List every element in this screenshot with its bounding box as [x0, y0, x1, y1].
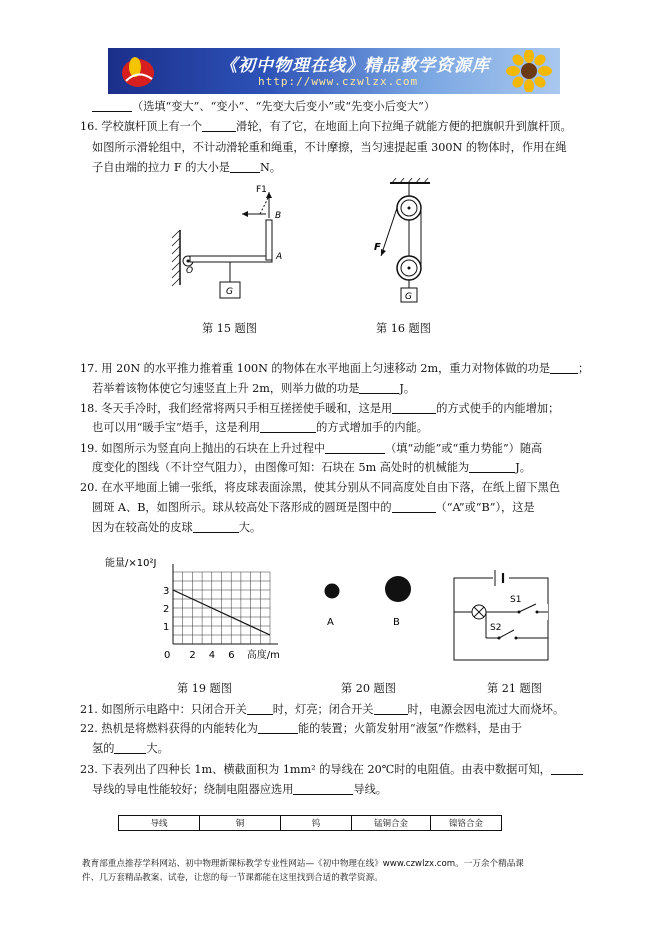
q16-text-1a: 16. 学校旗杆顶上有一个 — [80, 120, 203, 133]
label-b: B — [275, 211, 282, 221]
fig19-caption: 第 19 题图 — [177, 682, 232, 695]
q17-line2 — [92, 381, 415, 397]
q16-text-1b: 滑轮，有了它，在地面上向下拉绳子就能方便的把旗帜升到旗杆顶。 — [236, 120, 572, 133]
q20-text-2b: （“A”或“B”），这是 — [435, 501, 535, 514]
answer-blank[interactable] — [260, 420, 316, 433]
x-tick-label: 2 — [189, 650, 196, 661]
q17-line1 — [80, 361, 589, 377]
answer-blank[interactable] — [114, 741, 146, 754]
chart-ylabel: 能量/×10²J — [105, 558, 157, 569]
answer-blank[interactable] — [551, 762, 583, 775]
banner-title: 《初中物理在线》精品教学资源库 — [220, 56, 490, 76]
fig16-caption: 第 16 题图 — [376, 322, 431, 335]
q16-line3 — [92, 160, 281, 176]
label-g: G — [226, 287, 233, 297]
figure-16-pulley — [365, 178, 445, 306]
q22-text-1a: 22. 热机是将燃料获得的内能转化为 — [80, 722, 258, 735]
q17-text-1b: ； — [578, 362, 590, 375]
q18-text-1b: 的方式使手的内能增加； — [436, 402, 560, 415]
q19-text-1a: 19. 如图所示为竖直向上抛出的石块在上升过程中 — [80, 442, 326, 455]
q20-text-3b: 大。 — [238, 521, 262, 534]
chart-grid — [173, 572, 270, 644]
q16-line2: 如图所示滑轮组中，不计动滑轮重和绳重，不计摩擦，当匀速提起重 300N 的物体时，作用在绳 — [92, 141, 567, 154]
q22-line1 — [80, 721, 522, 737]
label-s2: S2 — [490, 623, 502, 633]
q18-text-2a: 也可以用“暖手宝”焐手，这是利用 — [92, 421, 261, 434]
q17-text-2a: 若举着该物体使它匀速竖直上升 2m，则举力做的功是 — [92, 382, 360, 395]
label-f1: F1 — [256, 185, 267, 195]
q23-text-2b: 导线。 — [353, 783, 387, 796]
q23-line2 — [92, 782, 387, 798]
spot-a — [325, 584, 340, 599]
footer-line1: 教育部重点推荐学科网站、初中物理新课标教学专业性网站—《初中物理在线》www.czwlzx.com。一万余个精品课 — [82, 859, 524, 869]
figure-21-circuit — [448, 560, 558, 670]
q18-line2 — [92, 420, 428, 436]
q21-text-a: 21. 如图所示电路中：只闭合开关 — [80, 703, 247, 716]
spot-b — [385, 576, 411, 602]
footer-line2: 件、几万套精品教案、试卷，让您的每一节课都能在这里找到合适的教学资源。 — [82, 873, 383, 883]
q20-text-3a: 因为在较高处的皮球 — [92, 521, 193, 534]
q19-text-2b: J。 — [515, 461, 531, 474]
q18-line1 — [80, 401, 559, 417]
q20-line1: 20. 在水平地面上铺一张纸，将皮球表面涂黑，使其分别从不同高度处自由下落，在纸上留下黑色 — [80, 481, 561, 494]
y-tick-label: 1 — [163, 622, 170, 633]
label-a: A — [276, 252, 283, 262]
answer-blank[interactable] — [92, 99, 132, 112]
table-header-cell: 钨 — [281, 816, 352, 831]
table-row — [119, 816, 502, 831]
chart-xlabel: 高度/m — [246, 650, 280, 661]
q20-line3 — [92, 520, 261, 536]
label-b: B — [393, 617, 400, 628]
answer-blank[interactable] — [392, 401, 436, 414]
q21-line — [80, 702, 564, 718]
y-tick-label: 3 — [163, 586, 170, 597]
q22-line2 — [92, 741, 169, 757]
figure-15-lever — [170, 180, 300, 305]
q16-line1 — [80, 119, 572, 135]
label-a: A — [327, 617, 334, 628]
sunflower-icon — [506, 50, 552, 92]
q19-text-1b: （填“动能”或“重力势能”）随高 — [385, 442, 543, 455]
banner-url: http://www.czwlzx.com — [258, 75, 419, 88]
answer-blank[interactable] — [550, 361, 578, 374]
q16-text-3a: 子自由端的拉力 F 的大小是 — [92, 161, 230, 174]
chart-ticks — [163, 586, 235, 661]
answer-blank[interactable] — [230, 160, 260, 173]
table-header-cell: 铜 — [200, 816, 281, 831]
site-banner — [108, 48, 560, 94]
table-header-cell: 镍铬合金 — [431, 816, 502, 831]
label-o: O — [186, 266, 194, 276]
q15-tail — [92, 99, 435, 115]
answer-blank[interactable] — [359, 381, 399, 394]
q18-text-2b: 的方式增加手的内能。 — [316, 421, 428, 434]
answer-blank[interactable] — [374, 702, 408, 715]
q22-text-1b: 能的装置；火箭发射用“液氢”作燃料，是由于 — [297, 722, 522, 735]
q20-line2 — [92, 500, 535, 516]
q22-text-2a: 氢的 — [92, 742, 115, 755]
x-tick-label: 4 — [208, 650, 216, 661]
q15-tail-text: （选填“变大”、“变小”、“先变大后变小”或“先变小后变大”） — [132, 100, 436, 113]
answer-blank[interactable] — [193, 520, 239, 533]
q23-text-2a: 导线的导电性能较好；绕制电阻器应选用 — [92, 783, 294, 796]
q21-text-c: 时，电源会因电流过大而烧坏。 — [407, 703, 565, 716]
label-g: G — [405, 292, 412, 302]
x-tick-label: 6 — [228, 650, 235, 661]
table-header-cell: 锰铜合金 — [352, 816, 431, 831]
q18-text-1a: 18. 冬天手冷时，我们经常将两只手相互搓搓使手暖和，这是用 — [80, 402, 393, 415]
answer-blank[interactable] — [202, 119, 236, 132]
q16-text-3b: N。 — [259, 161, 281, 174]
q21-text-b: 时，灯亮；闭合开关 — [272, 703, 374, 716]
q20-text-2a: 圆斑 A、B，如图所示。球从较高处下落形成的圆斑是图中的 — [92, 501, 392, 514]
fig15-caption: 第 15 题图 — [202, 322, 257, 335]
fig21-caption: 第 21 题图 — [487, 682, 542, 695]
table-header-cell: 导线 — [119, 816, 200, 831]
answer-blank[interactable] — [293, 782, 353, 795]
x-tick-label: 0 — [164, 650, 171, 661]
q22-text-2b: 大。 — [146, 742, 169, 755]
figure-19-chart — [100, 552, 300, 664]
answer-blank[interactable] — [469, 460, 515, 473]
q17-text-2b: J。 — [399, 382, 416, 395]
site-logo-icon — [118, 51, 158, 91]
resistance-table — [118, 815, 502, 831]
answer-blank[interactable] — [247, 702, 273, 715]
fig20-caption: 第 20 题图 — [341, 682, 396, 695]
answer-blank[interactable] — [392, 500, 436, 513]
q19-line1 — [80, 441, 542, 457]
q19-text-2a: 度变化的图线（不计空气阻力），由图像可知：石块在 5m 高处时的机械能为 — [92, 461, 470, 474]
q17-text-1a: 17. 用 20N 的水平推力推着重 100N 的物体在水平地面上匀速移动 2m，重力对物体做的功是 — [80, 362, 551, 375]
figure-20-spots — [315, 570, 425, 630]
answer-blank[interactable] — [258, 721, 298, 734]
q23-line1 — [80, 762, 583, 778]
label-s1: S1 — [510, 595, 522, 605]
answer-blank[interactable] — [325, 441, 385, 454]
y-tick-label: 2 — [163, 604, 170, 615]
q23-text-1: 23. 下表列出了四种长 1m、横截面积为 1mm² 的导线在 20℃时的电阻值。由表中数据可知， — [80, 763, 551, 776]
q19-line2 — [92, 460, 531, 476]
label-f: F — [374, 242, 381, 253]
